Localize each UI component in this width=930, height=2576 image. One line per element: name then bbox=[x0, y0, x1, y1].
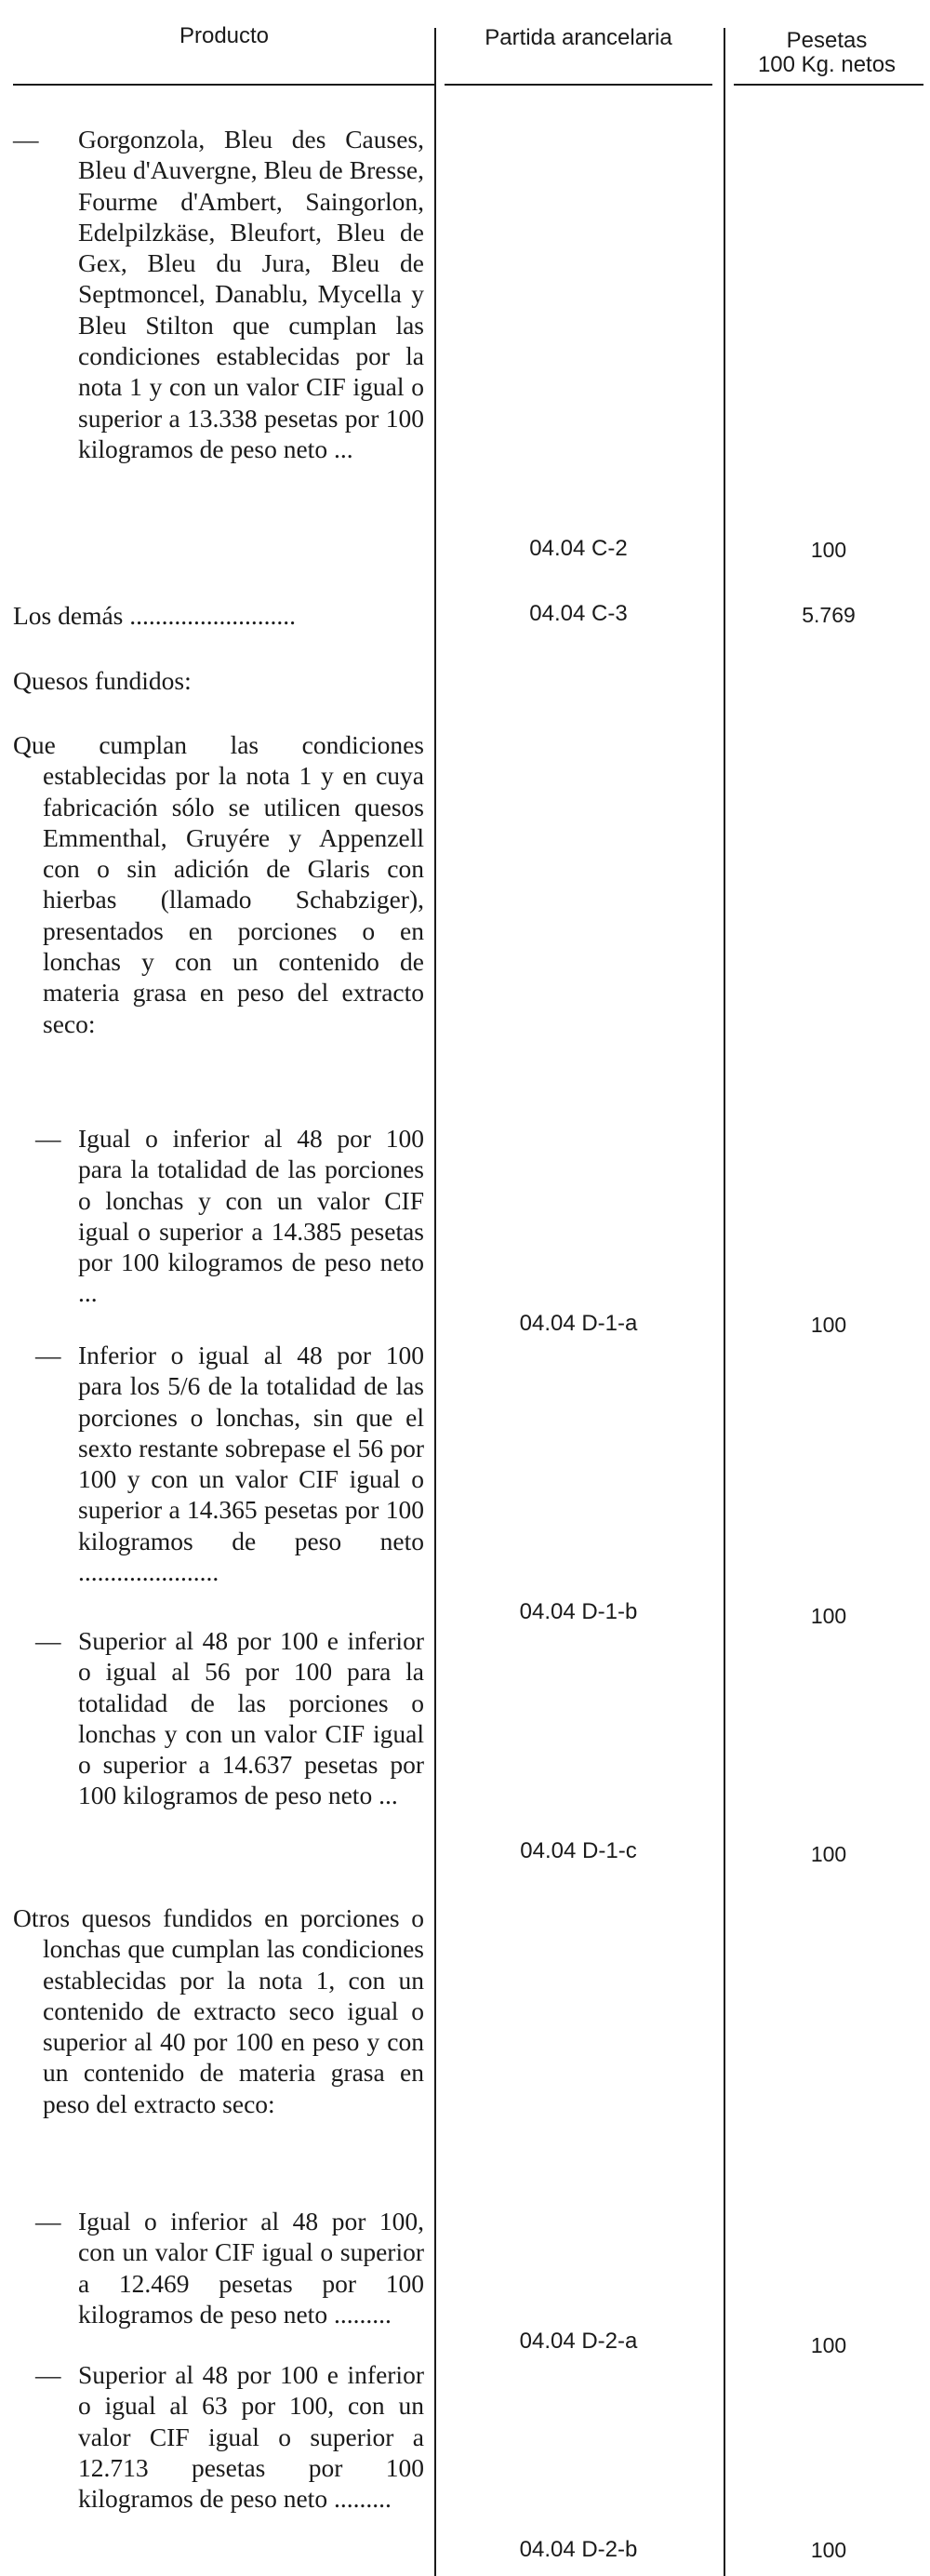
column-divider-right bbox=[724, 28, 725, 2576]
section-heading-quesos-fundidos: Quesos fundidos: bbox=[13, 666, 192, 695]
dash-bullet: — bbox=[35, 1626, 61, 1655]
header-partida-arancelaria: Partida arancelaria bbox=[485, 25, 672, 50]
entry-los-demas-text: Los demás .......................... bbox=[13, 601, 297, 630]
entry-d1b-text: Inferior o igual al 48 por 100 para los 5/6 de la totalidad de las porciones o lonchas, sin que el sexto restante sobrepase el 56 por 100 y con un valor CIF igual o superior a 14.365 pesetas por 100 kilogramos de peso neto ...................... bbox=[78, 1341, 424, 1587]
entry-d2b-value: 100 bbox=[810, 2538, 847, 2562]
entry-gorgonzola-text: Gorgonzola, Bleu des Causes, Bleu d'Auvergne, Bleu de Bresse, Fourme d'Ambert, Saingorlon, Edelpilzkäse, Bleufort, Bleu de Gex, Bleu du Jura, Bleu de Septmoncel, Danablu, Mycella y Bleu Stilton que cumplan las condiciones establecidas por la nota 1 y con un valor CIF igual o superior a 13.338 pesetas por 100 kilogramos de peso neto ... bbox=[78, 125, 424, 463]
entry-d2a-text: Igual o inferior al 48 por 100, con un valor CIF igual o superior a 12.469 pesetas por 100 kilogramos de peso neto ......... bbox=[78, 2207, 424, 2329]
entry-d2b-text: Superior al 48 por 100 e inferior o igual al 63 por 100, con un valor CIF igual o superior a 12.713 pesetas por 100 kilogramos de peso neto ......... bbox=[78, 2360, 424, 2514]
header-pesetas-line1: Pesetas bbox=[786, 28, 868, 53]
header-pesetas bbox=[725, 29, 928, 77]
entry-d1c-code: 04.04 D-1-c bbox=[520, 1838, 637, 1863]
dash-bullet: — bbox=[13, 125, 39, 153]
entry-gorgonzola-value: 100 bbox=[810, 538, 847, 562]
entry-d1c-value: 100 bbox=[810, 1842, 847, 1866]
entry-d1a-code: 04.04 D-1-a bbox=[519, 1311, 638, 1336]
entry-los-demas-value: 5.769 bbox=[802, 603, 856, 627]
entry-d1c-text: Superior al 48 por 100 e inferior o igual al 56 por 100 para la totalidad de las porciones o lonchas y con un valor CIF igual o superior a 14.637 pesetas por 100 kilogramos de peso neto ... bbox=[78, 1626, 424, 1810]
dash-bullet: — bbox=[35, 1124, 61, 1153]
entry-d1a-value: 100 bbox=[810, 1313, 847, 1337]
entry-d1a-text: Igual o inferior al 48 por 100 para la totalidad de las porciones o lonchas y con un valor CIF igual o superior a 14.385 pesetas por 100 kilogramos de peso neto ... bbox=[78, 1124, 424, 1308]
entry-d2a-value: 100 bbox=[810, 2333, 847, 2357]
column-divider-left bbox=[434, 28, 436, 2576]
entry-d2a-code: 04.04 D-2-a bbox=[519, 2329, 638, 2354]
header-rule-producto bbox=[13, 84, 435, 86]
intro-quesos-fundidos: Que cumplan las condiciones establecidas por la nota 1 y en cuya fabricación sólo se utilicen quesos Emmenthal, Gruyére y Appenzell con o sin adición de Glaris con hierbas (llamado Schabziger), presentados en porciones o en lonchas y con un contenido de materia grasa en peso del extracto seco: bbox=[13, 730, 424, 1038]
intro-otros-quesos-fundidos: Otros quesos fundidos en porciones o lonchas que cumplan las condiciones establecidas por la nota 1, con un contenido de extracto seco igual o superior al 40 por 100 en peso y con un contenido de materia grasa en peso del extracto seco: bbox=[13, 1903, 424, 2118]
header-rule-pesetas bbox=[734, 84, 923, 86]
header-producto: Producto bbox=[179, 23, 270, 48]
dash-bullet: — bbox=[35, 1341, 61, 1369]
entry-d2b-code: 04.04 D-2-b bbox=[519, 2537, 638, 2562]
entry-d1b-code: 04.04 D-1-b bbox=[519, 1599, 638, 1624]
header-pesetas-line2: 100 Kg. netos bbox=[757, 52, 897, 77]
dash-bullet: — bbox=[35, 2207, 61, 2236]
entry-los-demas-code: 04.04 C-3 bbox=[529, 601, 628, 626]
entry-d1b-value: 100 bbox=[810, 1604, 847, 1628]
header-rule-partida bbox=[445, 84, 712, 86]
entry-gorgonzola-code: 04.04 C-2 bbox=[529, 536, 628, 561]
dash-bullet: — bbox=[35, 2360, 61, 2389]
